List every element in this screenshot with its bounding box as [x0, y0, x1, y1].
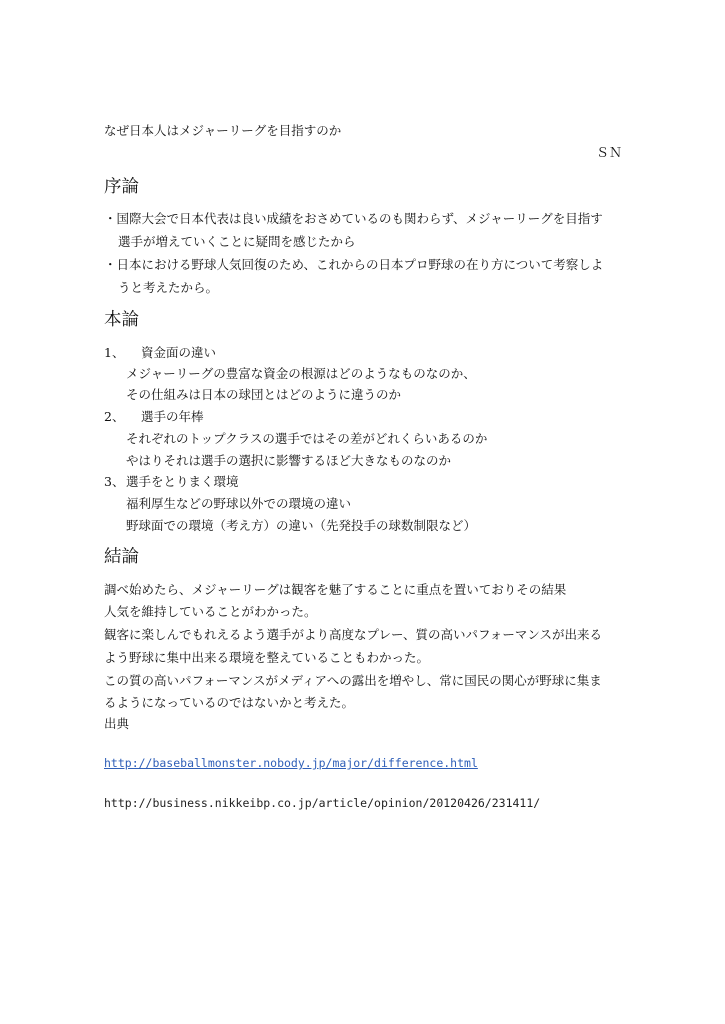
body-item-3-sub-1: 福利厚生などの野球以外での環境の違い	[126, 496, 352, 511]
intro-bullet-1-line-1: ・国際大会で日本代表は良い成績をおさめているのも関わらず、メジャーリーグを目指す	[104, 211, 603, 226]
body-item-3-sub-2: 野球面での環境（考え方）の違い（先発投手の球数制限など）	[126, 518, 477, 533]
body-item-3-title: 選手をとりまく環境	[126, 474, 239, 489]
source-link-1[interactable]: http://baseballmonster.nobody.jp/major/difference.html	[104, 756, 478, 770]
intro-bullet-2-line-1: ・日本における野球人気回復のため、これからの日本プロ野球の在り方について考察しよ	[104, 257, 604, 272]
introduction-heading: 序論	[104, 177, 139, 197]
body-item-1-sub-2: その仕組みは日本の球団とはどのように違うのか	[126, 387, 402, 402]
source-link-2: http://business.nikkeibp.co.jp/article/opinion/20120426/231411/	[104, 796, 541, 810]
conclusion-line-2: 人気を維持していることがわかった。	[104, 604, 317, 619]
conclusion-line-4: よう野球に集中出来る環境を整えていることもわかった。	[104, 650, 430, 665]
body-item-1-number: 1、	[104, 345, 125, 360]
conclusion-line-6: るようになっているのではないかと考えた。	[104, 695, 355, 710]
body-item-2-number: 2、	[104, 409, 125, 424]
intro-bullet-2-line-2: うと考えたから。	[118, 280, 219, 295]
conclusion-line-3: 観客に楽しんでもれえるよう選手がより高度なプレー、質の高いパフォーマンスが出来る	[104, 627, 603, 642]
conclusion-heading: 結論	[104, 547, 139, 567]
body-item-1-sub-1: メジャーリーグの豊富な資金の根源はどのようなものなのか、	[126, 366, 476, 381]
sources-label: 出典	[104, 716, 130, 731]
body-heading: 本論	[104, 310, 139, 330]
body-item-2-title: 選手の年棒	[141, 409, 204, 424]
document-title: なぜ日本人はメジャーリーグを目指すのか	[104, 123, 342, 138]
intro-bullet-1-line-2: 選手が増えていくことに疑問を感じたから	[118, 234, 356, 249]
author-initials: ＳＮ	[595, 146, 622, 161]
body-item-2-sub-1: それぞれのトップクラスの選手ではその差がどれくらいあるのか	[126, 431, 488, 446]
body-item-2-sub-2: やはりそれは選手の選択に影響するほど大きなものなのか	[126, 453, 452, 468]
body-item-3-number: 3、	[104, 474, 125, 489]
body-item-1-title: 資金面の違い	[141, 345, 217, 360]
conclusion-line-1: 調べ始めたら、メジャーリーグは観客を魅了することに重点を置いておりその結果	[104, 582, 567, 597]
conclusion-line-5: この質の高いパフォーマンスがメディアへの露出を増やし、常に国民の関心が野球に集ま	[104, 673, 602, 688]
